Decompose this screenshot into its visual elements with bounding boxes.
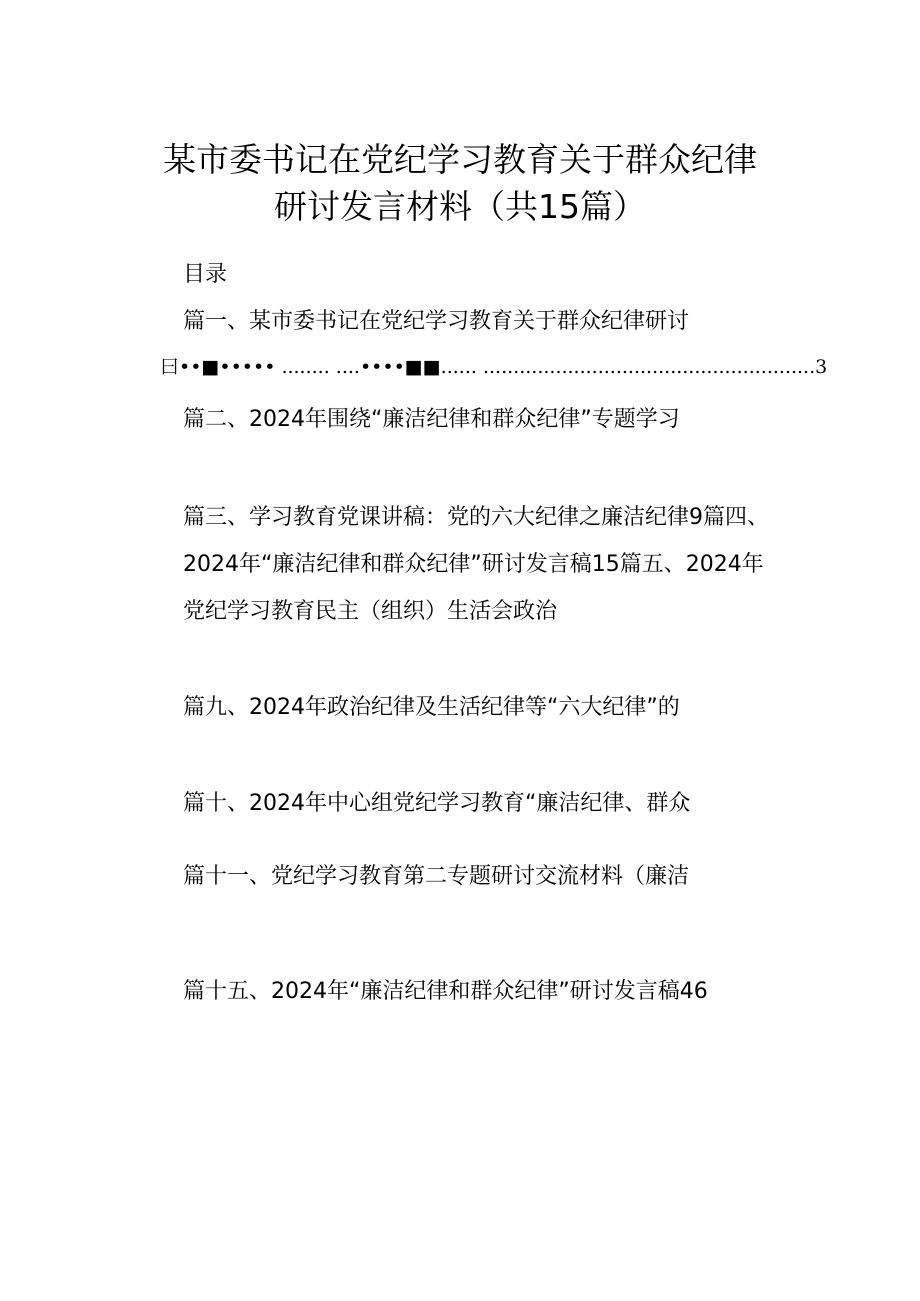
toc-entry: 篇一、某市委书记在党纪学习教育关于群众纪律研讨 — [183, 309, 690, 334]
toc-entry: 篇十五、2024年“廉洁纪律和群众纪律”研讨发言稿46 — [183, 979, 708, 1004]
toc-heading: 目录 — [183, 262, 228, 287]
toc-entry: 篇二、2024年围绕“廉洁纪律和群众纪律”专题学习 — [183, 407, 680, 432]
toc-entry: 篇三、学习教育党课讲稿：党的六大纪律之廉洁纪律9篇四、 — [183, 505, 769, 530]
toc-entry: 篇十、2024年中心组党纪学习教育“廉洁纪律、群众 — [183, 791, 691, 816]
document-title-line-1: 某市委书记在党纪学习教育关于群众纪律 — [163, 140, 757, 179]
toc-entry: 篇九、2024年政治纪律及生活纪律等“六大纪律”的 — [183, 695, 680, 720]
toc-entry: 党纪学习教育民主（组织）生活会政治 — [183, 599, 558, 624]
document-title-line-2: 研讨发言材料（共15篇） — [274, 187, 646, 226]
toc-entry: 2024年“廉洁纪律和群众纪律”研讨发言稿15篇五、2024年 — [183, 552, 764, 577]
toc-entry: 篇十一、党纪学习教育第二专题研讨交流材料（廉洁 — [183, 864, 690, 889]
toc-entry-leader: 曰••■••••• ........ ....••••■■...... .......................................................3 — [160, 356, 828, 378]
